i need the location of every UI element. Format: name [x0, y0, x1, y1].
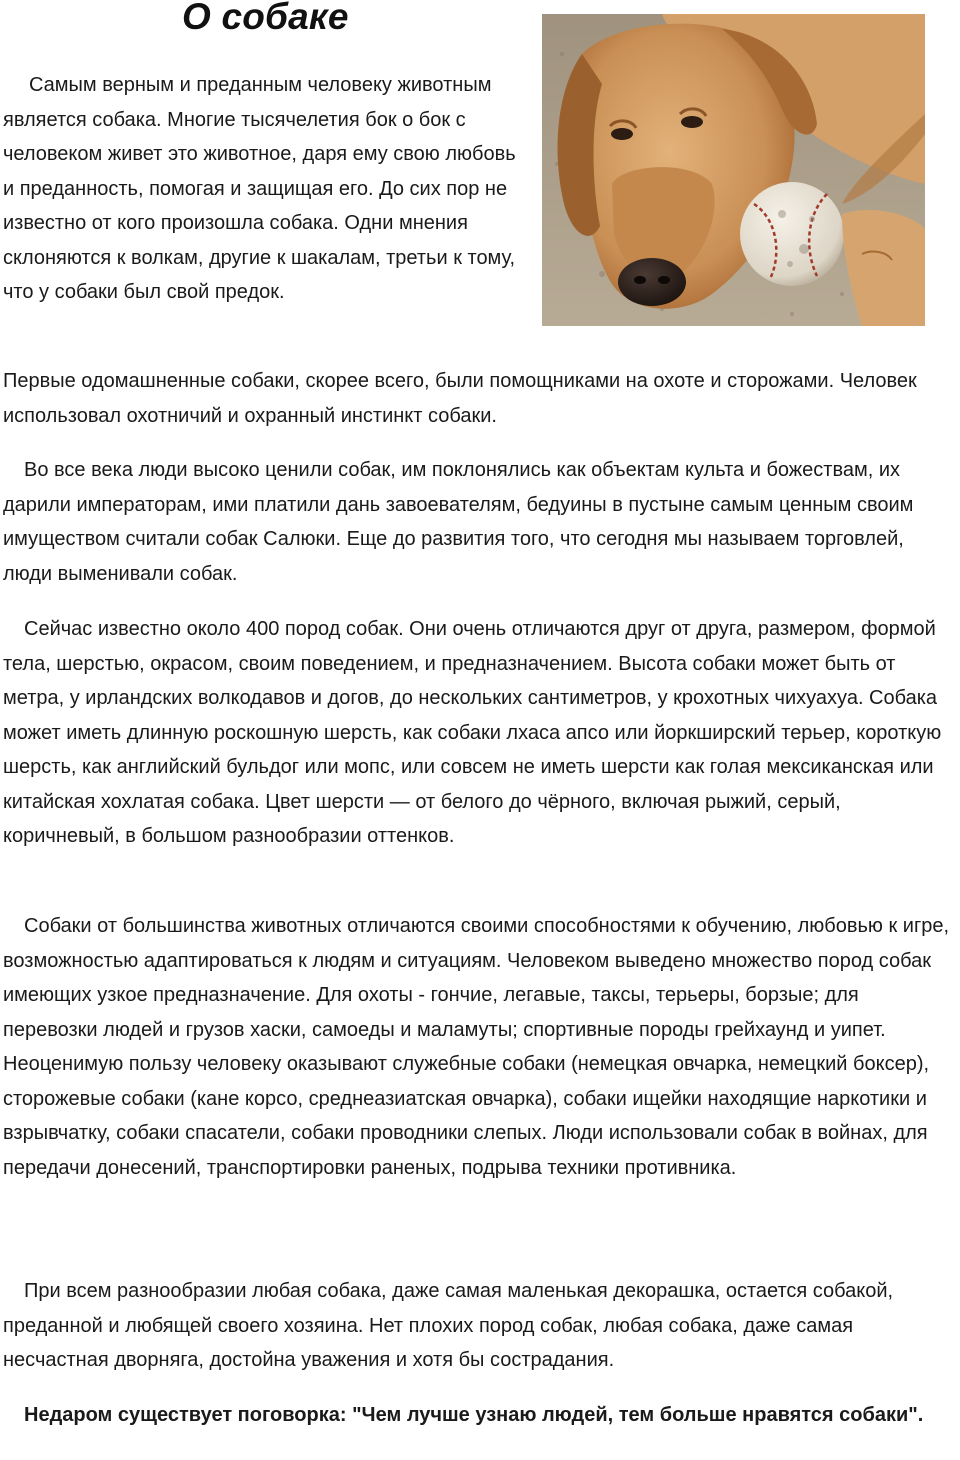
paragraph-breeds: Сейчас известно около 400 пород собак. Они очень отличаются друг от друга, размером, формой тела, шерстью, окрасом, своим поведением, и предназначением. Высота собаки может быть от метра, у ирландских волкодавов и догов, до нескольких сантиметров, у крохотных чихуахуа. Собака может иметь длинную роскошную шерсть, как собаки лхаса апсо или йоркширский терьер, короткую шерсть, как английский бульдог или мопс, или совсем не иметь шерсти как голая мексиканская или китайская хохлатая собака. Цвет шерсти — от белого до чёрного, включая рыжий, серый, коричневый, в большом разнообразии оттенков. — [3, 618, 942, 847]
dog-photo — [542, 14, 925, 326]
page-title: О собаке — [182, 0, 349, 37]
paragraph-proverb: Недаром существует поговорка: "Чем лучше узнаю людей, тем больше нравятся собаки". — [24, 1404, 924, 1426]
paragraph-devotion: При всем разнообразии любая собака, даже самая маленькая декорашка, остается собакой, преданной и любящей своего хозяина. Нет плохих пород собак, любая собака, даже самая несчастная дворняга, достойна уважения и хотя бы сострадания. — [3, 1280, 894, 1371]
paragraph-domestication: Первые одомашненные собаки, скорее всего, были помощниками на охоте и сторожами. Человек использовал охотничий и охранный инстинкт собаки. — [3, 370, 917, 427]
paragraph-intro: Самым верным и преданным человеку животным является собака. Многие тысячелетия бок о бок с человеком живет это животное, даря ему свою любовь и преданность, помогая и защищая его. До сих пор не известно от кого произошла собака. Одни мнения склоняются к волкам, другие к шакалам, третьи к тому, что у собаки был свой предок. — [3, 74, 516, 303]
paragraph-abilities: Собаки от большинства животных отличаются своими способностями к обучению, любовью к игре, возможностью адаптироваться к людям и ситуациям. Человеком выведено множество пород собак имеющих узкое предназначение. Для охоты - гончие, легавые, таксы, терьеры, борзые; для перевозки людей и грузов хаски, самоеды и маламуты; спортивные породы грейхаунд и уипет. Неоценимую пользу человеку оказывают служебные собаки (немецкая овчарка, немецкий боксер), сторожевые собаки (кане корсо, среднеазиатская овчарка), собаки ищейки находящие наркотики и взрывчатку, собаки спасатели, собаки проводники слепых. Люди использовали собак в войнах, для передачи донесений, транспортировки раненых, подрыва техники противника. — [3, 915, 950, 1179]
paragraph-history: Во все века люди высоко ценили собак, им поклонялись как объектам культа и божествам, их дарили императорам, ими платили дань завоевателям, бедуины в пустыне самым ценным своим имуществом считали собак Салюки. Еще до развития того, что сегодня мы называем торговлей, люди выменивали собак. — [3, 459, 914, 585]
